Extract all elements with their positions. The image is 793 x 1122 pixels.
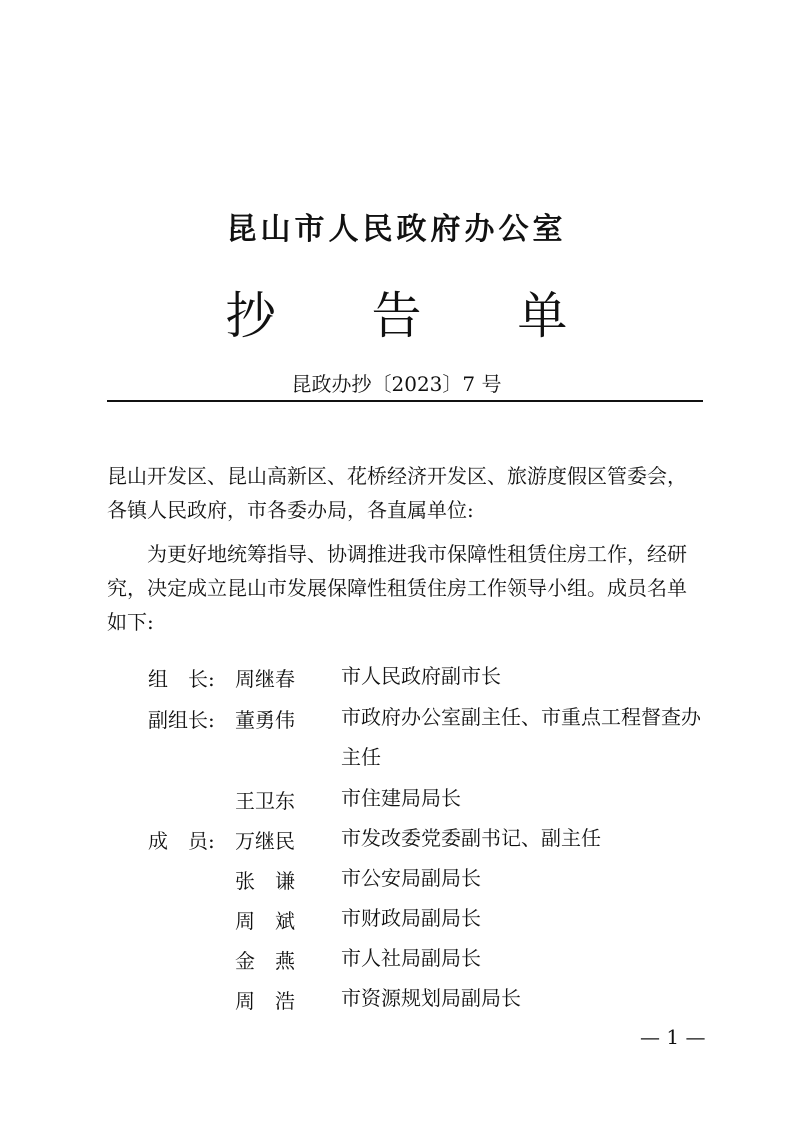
member-name: 周 浩	[235, 989, 295, 1013]
document-number: 昆政办抄〔2023〕7 号	[291, 372, 502, 396]
member-title: 市人民政府副市长	[341, 664, 501, 688]
member-name: 董勇伟	[235, 708, 295, 732]
recipients-paragraph: 昆山开发区、昆山高新区、花桥经济开发区、旅游度假区管委会，各镇人民政府，市各委办局，各直属单位:	[107, 464, 687, 522]
member-title: 市发改委党委副书记、副主任	[341, 826, 601, 850]
member-title: 市资源规划局副局长	[341, 986, 521, 1010]
member-title: 市人社局副局长	[341, 946, 481, 970]
member-name: 张 谦	[235, 869, 295, 893]
body-paragraph: 为更好地统筹指导、协调推进我市保障性租赁住房工作，经研究，决定成立昆山市发展保障性租赁住房工作领导小组。成员名单如下:	[107, 542, 687, 634]
member-name: 万继民	[235, 829, 295, 853]
member-name: 金 燕	[235, 949, 295, 973]
member-role: 组 长:	[148, 667, 215, 691]
header-divider	[107, 400, 703, 402]
member-name: 周继春	[235, 667, 295, 691]
page-number: — 1 —	[640, 1025, 706, 1049]
member-title: 市财政局副局长	[341, 906, 481, 930]
member-name: 王卫东	[235, 789, 295, 813]
document-title: 抄 告 单	[225, 287, 608, 345]
member-title: 市住建局局长	[341, 786, 461, 810]
member-title: 市政府办公室副主任、市重点工程督查办主任	[341, 705, 701, 769]
member-role: 成 员:	[148, 829, 215, 853]
member-title: 市公安局副局长	[341, 866, 481, 890]
member-name: 周 斌	[235, 909, 295, 933]
member-role: 副组长:	[148, 708, 215, 732]
issuing-organization: 昆山市人民政府办公室	[226, 212, 567, 247]
